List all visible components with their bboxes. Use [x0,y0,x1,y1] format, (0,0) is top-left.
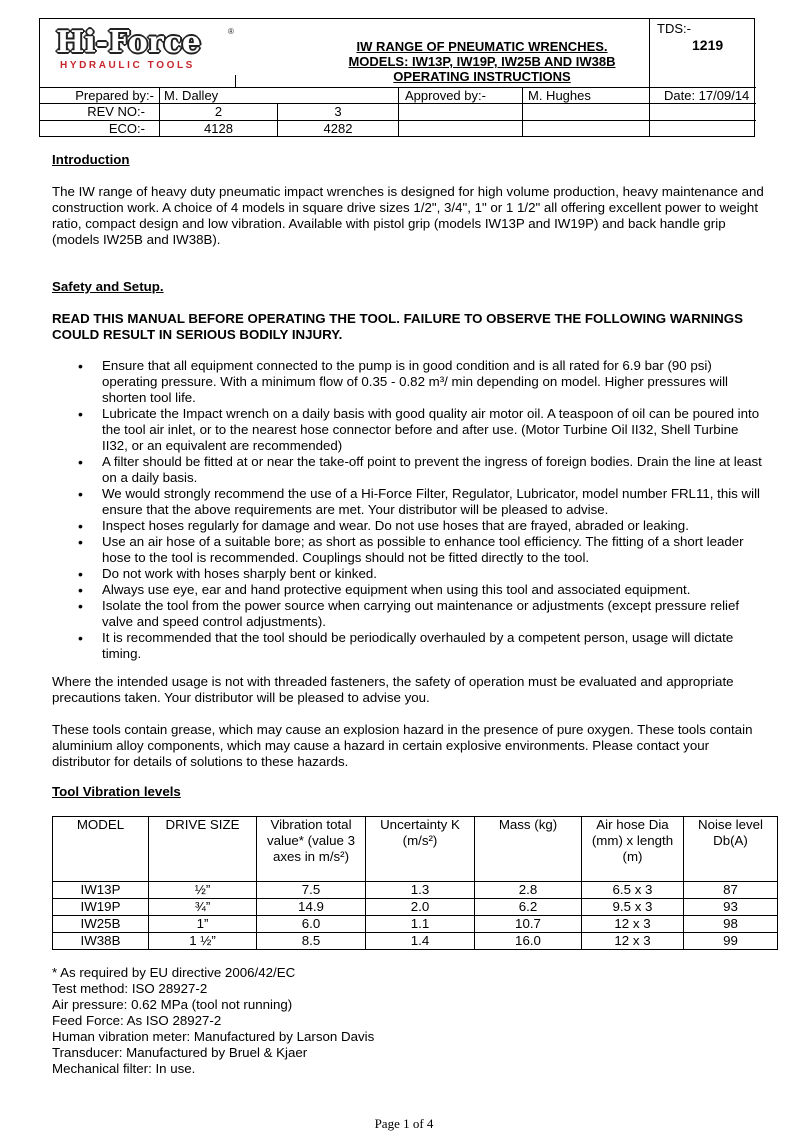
column-header: Vibration total value* (value 3 axes in m/s²) [257,817,366,882]
list-item: • Use an air hose of a suitable bore; as short as possible to enhance tool efficiency. The fitting of a short leader hose to the tool is recommended. Couplings should not be fitted directly to the tool. [52,534,764,566]
safety-heading: Safety and Setup. [52,279,164,294]
table-cell: 6.0 [257,916,366,933]
table-cell: 14.9 [257,899,366,916]
column-header: Mass (kg) [475,817,582,882]
table-row [53,933,778,950]
column-header: Noise level Db(A) [684,817,778,882]
list-item: • Lubricate the Impact wrench on a daily basis with good quality air motor oil. A teaspoon of oil can be poured into the tool air inlet, or to the nearest hose connector before and after use. (Motor Turbine Oil II32, Shell Turbine II32, or an equivalent are recommended) [52,406,764,454]
title-line-2: MODELS: IW13P, IW19P, IW25B AND IW38B [348,54,616,69]
table-cell: 1.4 [366,933,475,950]
list-item: • It is recommended that the tool should be periodically overhauled by a competent person, usage will dictate timing. [52,630,764,662]
prepared-value: M. Dalley [164,88,219,103]
list-item: • A filter should be fitted at or near the take-off point to prevent the ingress of foreign bodies. Drain the line at least on a daily basis. [52,454,764,486]
table-cell: 1 ½” [149,933,257,950]
note-line: Mechanical filter: In use. [52,1061,196,1076]
note-line: Feed Force: As ISO 28927-2 [52,1013,222,1028]
table-cell: ¾” [149,899,257,916]
table-cell: IW38B [53,933,149,950]
tds-label: TDS:- [657,21,691,36]
table-cell: 87 [684,882,778,899]
column-header: Air hose Dia (mm) x length (m) [582,817,684,882]
table-cell: 10.7 [475,916,582,933]
list-item: • Always use eye, ear and hand protective equipment when using this tool and associated equipment. [52,582,764,598]
table-cell: IW19P [53,899,149,916]
vibration-notes [52,965,764,1077]
eco-value-1: 4128 [204,121,233,136]
table-cell: 7.5 [257,882,366,899]
list-item: • Do not work with hoses sharply bent or kinked. [52,566,764,582]
intro-text: The IW range of heavy duty pneumatic impact wrenches is designed for high volume production, heavy maintenance and construction work. A choice of 4 models in square drive sizes 1/2", 3/4", 1" or 1 1/2" all offering excellent power to weight ratio, compact design and low vibration. Available with pistol grip (models IW13P and IW19P) and back handle grip (models IW25B and IW38B). [52,184,764,247]
document-header [39,18,755,137]
table-cell: 2.8 [475,882,582,899]
vibration-heading: Tool Vibration levels [52,784,181,799]
safety-bullet-list [52,358,764,662]
tds-number: 1219 [692,37,724,53]
table-cell: 12 x 3 [582,916,684,933]
safety-warning: READ THIS MANUAL BEFORE OPERATING THE TOOL. FAILURE TO OBSERVE THE FOLLOWING WARNINGS COULD RESULT IN SERIOUS BODILY INJURY. [52,311,743,342]
title-line-1: IW RANGE OF PNEUMATIC WRENCHES. [356,39,608,54]
table-cell: 1.1 [366,916,475,933]
list-item: • Ensure that all equipment connected to the pump is in good condition and is all rated for 6.9 bar (90 psi) operating pressure. With a minimum flow of 0.35 - 0.82 m³/ min depending on model. Higher pressures will shorten tool life. [52,358,764,406]
usage-paragraph: Where the intended usage is not with threaded fasteners, the safety of operation must be evaluated and appropriate precautions taken. Your distributor will be pleased to advise you. [52,674,734,705]
table-row [53,882,778,899]
rev-value-1: 2 [214,104,223,119]
table-cell: 6.2 [475,899,582,916]
note-line: Test method: ISO 28927-2 [52,981,208,996]
column-header: Uncertainty K (m/s²) [366,817,475,882]
hi-force-logo: Hi-Force ® HYDRAULIC TOOLS [56,25,234,71]
intro-heading: Introduction [52,152,130,167]
prepared-label: Prepared by:- [75,88,154,103]
table-cell: 99 [684,933,778,950]
approved-label: Approved by:- [405,88,486,103]
table-cell: ½” [149,882,257,899]
rev-value-2: 3 [334,104,342,119]
table-cell: 6.5 x 3 [582,882,684,899]
table-cell: IW13P [53,882,149,899]
rev-label: REV NO:- [87,104,145,119]
table-cell: 1” [149,916,257,933]
page-number: Page 1 of 4 [374,1116,434,1131]
document-title [272,39,692,84]
list-item: • We would strongly recommend the use of a Hi-Force Filter, Regulator, Lubricator, model number FRL11, this will ensure that the above requirements are met. Your distributor will be pleased to advise. [52,486,764,518]
table-cell: IW25B [53,916,149,933]
note-line: * As required by EU directive 2006/42/EC [52,965,296,980]
hazard-paragraph: These tools contain grease, which may cause an explosion hazard in the presence of pure oxygen. These tools contain aluminium alloy components, which may cause a hazard in certain explosive environments. Please contact your distributor for details of solutions to these hazards. [52,722,753,769]
eco-value-2: 4282 [323,121,353,136]
table-cell: 93 [684,899,778,916]
note-line: Human vibration meter: Manufactured by Larson Davis [52,1029,375,1044]
table-cell: 12 x 3 [582,933,684,950]
table-header-row [53,817,778,882]
approved-value: M. Hughes [528,88,591,103]
table-row [53,916,778,933]
title-line-3: OPERATING INSTRUCTIONS [393,69,571,84]
eco-label: ECO:- [108,121,145,136]
table-cell: 8.5 [257,933,366,950]
table-row [53,899,778,916]
vibration-table [52,816,778,950]
note-line: Air pressure: 0.62 MPa (tool not running) [52,997,293,1012]
table-cell: 98 [684,916,778,933]
table-cell: 2.0 [366,899,475,916]
table-cell: 16.0 [475,933,582,950]
column-header: MODEL [53,817,149,882]
table-cell: 9.5 x 3 [582,899,684,916]
column-header: DRIVE SIZE [149,817,257,882]
list-item: • Isolate the tool from the power source when carrying out maintenance or adjustments (except pressure relief valve and speed control adjustments). [52,598,764,630]
date-value: Date: 17/09/14 [664,88,750,103]
note-line: Transducer: Manufactured by Bruel & Kjaer [52,1045,308,1060]
table-cell: 1.3 [366,882,475,899]
list-item: • Inspect hoses regularly for damage and wear. Do not use hoses that are frayed, abraded or leaking. [52,518,764,534]
